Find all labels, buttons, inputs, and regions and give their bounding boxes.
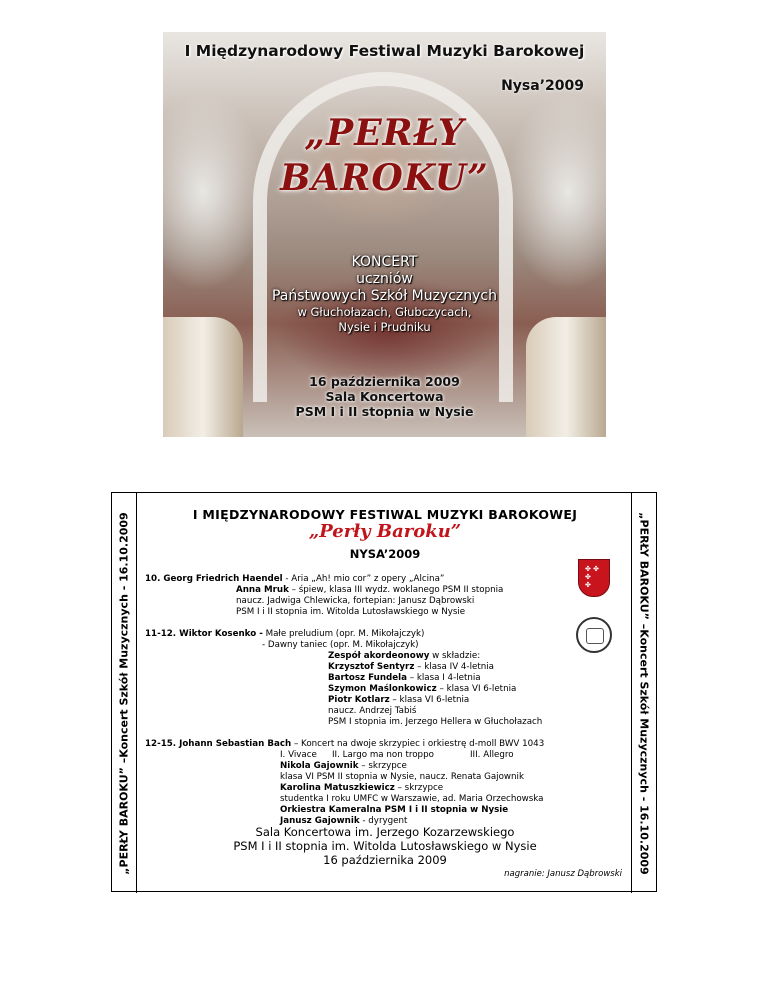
item2-member-3-name: Szymon Maślonkowicz — [328, 684, 437, 694]
cover-uczniow: uczniów — [356, 271, 413, 287]
item2-school: PSM I stopnia im. Jerzego Hellera w Głuchołazach — [328, 717, 543, 727]
program-title: „Perły Baroku” — [308, 521, 462, 542]
item3-composer: 12-15. Johann Sebastian Bach — [145, 739, 292, 749]
item2-composer: 11-12. Wiktor Kosenko - — [145, 629, 263, 639]
item2-ensemble-line — [328, 651, 480, 662]
program-panel — [111, 492, 657, 892]
item3-soloist-2 — [280, 783, 443, 794]
cover-city-year: Nysa’2009 — [501, 78, 584, 94]
cover-image — [163, 32, 606, 437]
program-festival-title: I MIĘDZYNARODOWY FESTIWAL MUZYKI BAROKOWEJ — [192, 507, 578, 522]
item1-teacher: naucz. Jadwiga Chlewicka, fortepian: Janusz Dąbrowski — [236, 596, 475, 606]
cover-date: 16 października 2009 — [309, 374, 460, 389]
item3-movement-1: I. Vivace — [280, 750, 317, 760]
item3-movement-3: III. Allegro — [470, 750, 514, 760]
venue-school: PSM I i II stopnia im. Witolda Lutosławskiego w Nysie — [233, 839, 537, 853]
cover-towns-line2: Nysie i Prudniku — [338, 320, 431, 334]
item2-ensemble-desc: w składzie: — [429, 651, 481, 661]
item3-soloist-2-name: Karolina Matuszkiewicz — [280, 783, 395, 793]
spine-left — [112, 493, 137, 893]
item1-performer: Anna Mruk — [236, 585, 289, 595]
item2-member-1-name: Krzysztof Sentyrz — [328, 662, 415, 672]
program-item-1 — [145, 574, 444, 585]
coat-of-arms-icon — [578, 559, 610, 597]
venue-block — [136, 825, 634, 867]
cover-title-line1: „PERŁY — [304, 112, 465, 154]
item2-teacher: naucz. Andrzej Tabiś — [328, 706, 417, 716]
cover-koncert: KONCERT — [351, 254, 418, 270]
item1-composer: 10. Georg Friedrich Haendel — [145, 574, 283, 584]
item1-work: - Aria „Ah! mio cor” z opery „Alcina” — [282, 574, 445, 584]
item2-member-1 — [328, 662, 494, 673]
item3-conductor-role: - dyrygent — [359, 816, 408, 826]
item2-member-4 — [328, 695, 469, 706]
recording-credit: nagranie: Janusz Dąbrowski — [504, 869, 622, 879]
item3-soloist-2-info: studentka I roku UMFC w Warszawie, ad. Maria Orzechowska — [280, 794, 544, 804]
item2-member-3-class: – klasa VI 6-letnia — [436, 684, 517, 694]
item1-performer-line — [236, 585, 503, 596]
item3-orchestra: Orkiestra Kameralna PSM I i II stopnia w Nysie — [280, 805, 509, 815]
spine-left-text: „PERŁY BAROKU” –Koncert Szkół Muzycznych - 16.10.2009 — [117, 511, 131, 875]
item2-work-2: - Dawny taniec (opr. M. Mikołajczyk) — [262, 640, 419, 650]
program-item-3 — [145, 739, 544, 750]
item2-member-4-class: – klasa VI 6-letnia — [389, 695, 470, 705]
item3-soloist-1-instrument: – skrzypce — [358, 761, 407, 771]
item2-member-2-name: Bartosz Fundela — [328, 673, 407, 683]
program-city-year: NYSA’2009 — [349, 547, 421, 561]
venue-hall: Sala Koncertowa im. Jerzego Kozarzewskiego — [255, 825, 515, 839]
school-seal-icon — [576, 617, 612, 653]
cover-date-block — [163, 374, 606, 419]
cover-schools: Państwowych Szkół Muzycznych — [271, 288, 498, 304]
item1-performer-desc: – śpiew, klasa III wydz. woklanego PSM II stopnia — [288, 585, 504, 595]
item1-school: PSM I i II stopnia im. Witolda Lutosławskiego w Nysie — [236, 607, 466, 617]
item2-ensemble: Zespół akordeonowy — [328, 651, 430, 661]
item3-soloist-1-info: klasa VI PSM II stopnia w Nysie, naucz. Renata Gajownik — [280, 772, 524, 782]
cover-towns-line1: w Głuchołazach, Głubczycach, — [297, 305, 472, 319]
item2-work: Małe preludium (opr. M. Mikołajczyk) — [262, 629, 425, 639]
cover-hall: Sala Koncertowa — [325, 389, 444, 404]
spine-right-text: „PERŁY BAROKU” –Koncert Szkół Muzycznych - 16.10.2009 — [637, 511, 651, 875]
item3-conductor-name: Janusz Gajownik — [280, 816, 360, 826]
item3-movement-2: II. Largo ma non troppo — [332, 750, 434, 760]
item2-member-2-class: – klasa I 4-letnia — [406, 673, 481, 683]
item3-soloist-1-name: Nikola Gajownik — [280, 761, 359, 771]
item2-member-3 — [328, 684, 516, 695]
item2-member-1-class: – klasa IV 4-letnia — [414, 662, 494, 672]
venue-date: 16 października 2009 — [323, 853, 447, 867]
item2-member-4-name: Piotr Kotlarz — [328, 695, 390, 705]
cover-concert-info — [163, 254, 606, 335]
cover-festival-title: I Międzynarodowy Festiwal Muzyki Barokowej — [184, 42, 585, 60]
item3-soloist-1 — [280, 761, 407, 772]
cover-title-line2: BAROKU” — [280, 157, 489, 199]
program-item-2 — [145, 629, 424, 640]
spine-right — [631, 493, 656, 893]
cover-psm: PSM I i II stopnia w Nysie — [295, 404, 474, 419]
item3-work: – Koncert na dwoje skrzypiec i orkiestrę d-moll BWV 1043 — [291, 739, 545, 749]
item2-member-2 — [328, 673, 481, 684]
item3-soloist-2-instrument: – skrzypce — [394, 783, 444, 793]
